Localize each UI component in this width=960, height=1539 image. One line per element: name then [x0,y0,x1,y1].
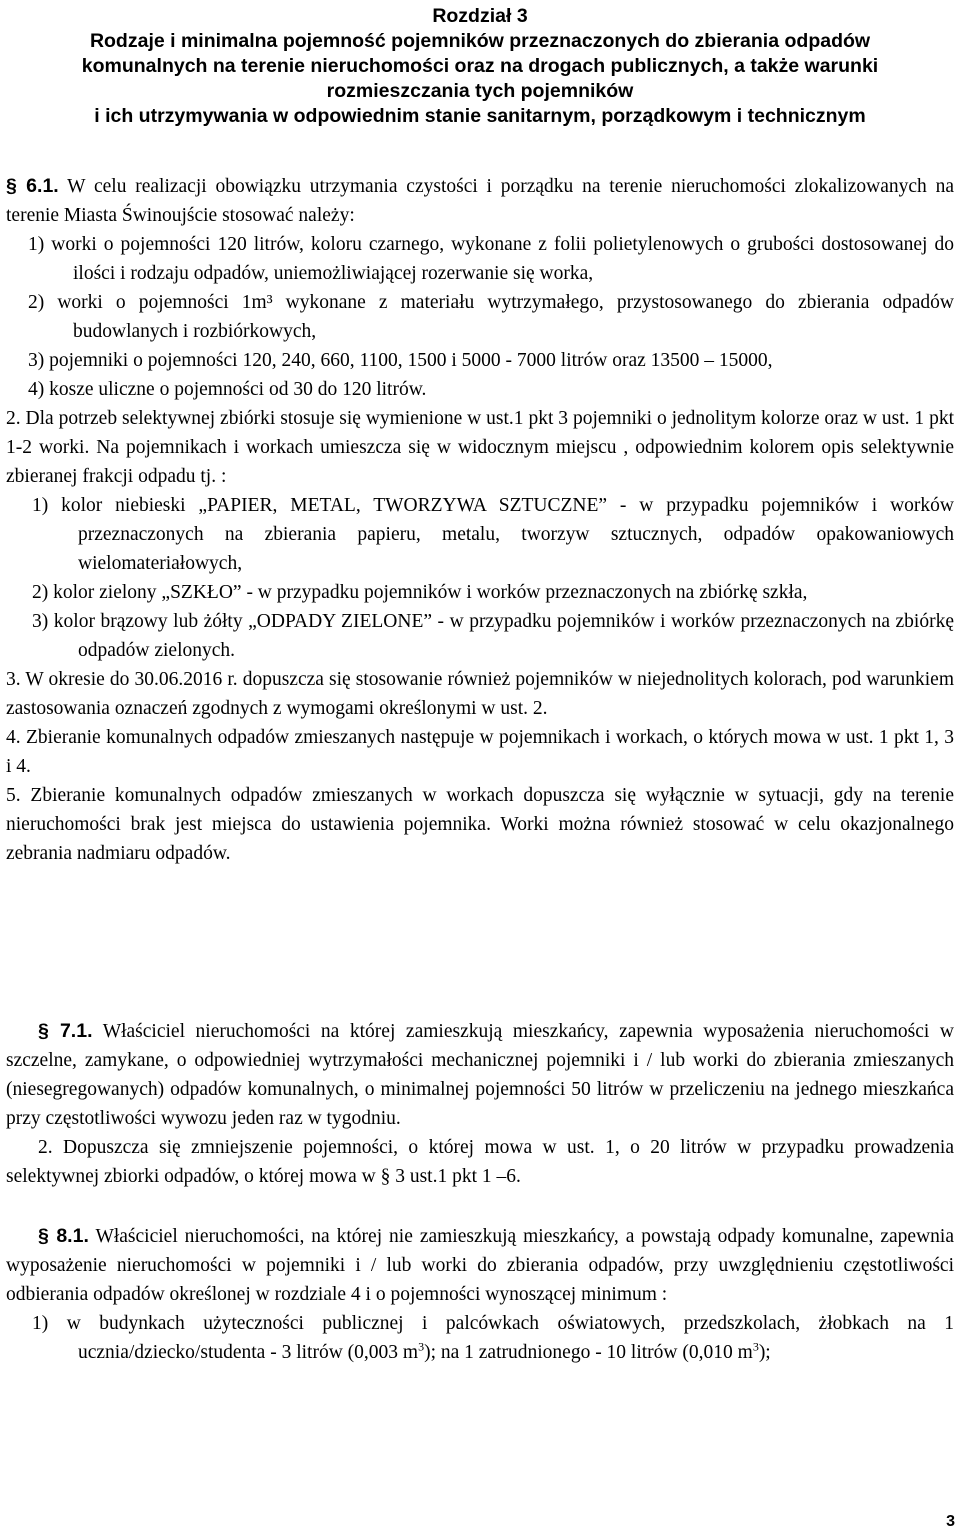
s7-p1-number: 1. [76,1020,93,1042]
s8-p1-text: Właściciel nieruchomości, na której nie zamieszkują mieszkańcy, a powstają odpady komunalne, zapewnia wyposażenie nieruchomości w pojemniki i / lub worki do zbierania odpadów, przy uwzględnieniu częstotliwości odbierania odpadów określonej w rozdziale 4 i o pojemności wynoszącej minimum : [6,1226,954,1305]
chapter-number: Rozdział 3 [432,5,528,27]
s6-paragraph-5: 5. Zbieranie komunalnych odpadów zmieszanych w workach dopuszcza się wyłącznie w sytuacji, gdy na terenie nieruchomości brak jest miejsca do ustawienia pojemnika. Worki można również stosować w celu okazjonalnego zebrania nadmiaru odpadów. [6,785,954,864]
s8-item-1-part-c: ); [758,1342,771,1363]
s6-item-3: 3) pojemniki o pojemności 120, 240, 660, 1100, 1500 i 5000 - 7000 litrów oraz 13500 – 15000, [28,350,773,371]
s8-item-1-sup: 3 [418,1339,425,1354]
s6-p2-item-2: 2) kolor zielony „SZKŁO” - w przypadku pojemników i worków przeznaczonych na zbiórkę szkła, [32,582,808,603]
s6-item-4: 4) kosze uliczne o pojemności od 30 do 120 litrów. [28,379,427,400]
s8-item-1-part-b: ); na 1 zatrudnionego - 10 litrów (0,010 m [424,1342,753,1363]
s6-p2-item-1: 1) kolor niebieski „PAPIER, METAL, TWORZYWA SZTUCZNE” - w przypadku pojemników i worków przeznaczonych na zbierania papieru, metalu, tworzyw sztucznych, odpadów opakowaniowych wielomateriałowych, [32,495,954,574]
s6-p1-text: W celu realizacji obowiązku utrzymania czystości i porządku na terenie nieruchomości zlokalizowanych na terenie Miasta Świnoujście stosować należy: [6,176,954,226]
s8-paragraph-1 [6,1222,954,1309]
page-number: 3 [946,1513,955,1530]
s8-item-1 [6,1309,954,1367]
section-6 [6,172,954,868]
s7-paragraph-1 [6,1017,954,1133]
s6-paragraph-1 [6,172,954,230]
s6-item-1: 1) worki o pojemności 120 litrów, koloru czarnego, wykonane z folii polietylenowych o grubości dostosowanej do ilości i rodzaju odpadów, uniemożliwiającej rozerwanie się worka, [28,234,954,284]
chapter-title-line-2: komunalnych na terenie nieruchomości oraz na drogach publicznych, a także warunki [81,55,879,77]
chapter-title-line-1: Rodzaje i minimalna pojemność pojemników przeznaczonych do zbierania odpadów [89,30,871,52]
s6-item-2: 2) worki o pojemności 1m³ wykonane z materiału wytrzymałego, przystosowanego do zbierania odpadów budowlanych i rozbiórkowych, [28,292,954,342]
s6-p2-item-3: 3) kolor brązowy lub żółty „ODPADY ZIELONE” - w przypadku pojemników i worków przeznaczonych na zbiórkę odpadów zielonych. [32,611,954,661]
chapter-title-line-4: i ich utrzymywania w odpowiednim stanie sanitarnym, porządkowym i technicznym [94,105,866,127]
chapter-heading [0,2,960,129]
s8-item-1-sup2: 3 [752,1339,759,1354]
chapter-title-line-3: rozmieszczania tych pojemników [326,80,634,102]
s8-p1-number: 1. [72,1225,89,1247]
s7-p1-text: Właściciel nieruchomości na której zamieszkują mieszkańcy, zapewnia wyposażenia nieruchomości w szczelne, zamykane, o odpowiedniej wytrzymałości mechanicznej pojemniki i / lub worki do zbierania zmieszanych (niesegregowanych) odpadów komunalnych, o minimalnej pojemności 50 litrów w przeliczeniu na jednego mieszkańca przy częstotliwości wywozu jeden raz w tygodniu. [6,1021,954,1129]
s7-label: § 7. [38,1020,77,1042]
s8-label: § 8. [38,1225,73,1247]
s8-item-1-part-a: 1) w budynkach użyteczności publicznej i palcówkach oświatowych, przedszkolach, żłobkach na 1 ucznia/dziecko/studenta - 3 litrów (0,003 m [32,1313,954,1363]
s6-paragraph-2: 2. Dla potrzeb selektywnej zbiórki stosuje się wymienione w ust.1 pkt 3 pojemniki o jednolitym kolorze oraz w ust. 1 pkt 1-2 worki. Na pojemnikach i workach umieszcza się w widocznym miejscu , odpowiednim kolorem opis selektywnie zbieranej frakcji odpadu tj. : [6,408,954,487]
s6-label: § 6. [6,175,43,197]
section-7 [6,1017,954,1191]
s6-paragraph-4: 4. Zbieranie komunalnych odpadów zmieszanych następuje w pojemnikach i workach, o których mowa w ust. 1 pkt 1, 3 i 4. [6,727,954,777]
s6-paragraph-3: 3. W okresie do 30.06.2016 r. dopuszcza się stosowanie również pojemników w niejednolitych kolorach, pod warunkiem zastosowania oznaczeń zgodnych z wymogami określonymi w ust. 2. [6,669,954,719]
s7-paragraph-2: 2. Dopuszcza się zmniejszenie pojemności, o której mowa w ust. 1, o 20 litrów w przypadku prowadzenia selektywnej zbiorki odpadów, o której mowa w § 3 ust.1 pkt 1 –6. [6,1137,954,1187]
section-8 [6,1222,954,1367]
s6-p1-number: 1. [42,175,59,197]
